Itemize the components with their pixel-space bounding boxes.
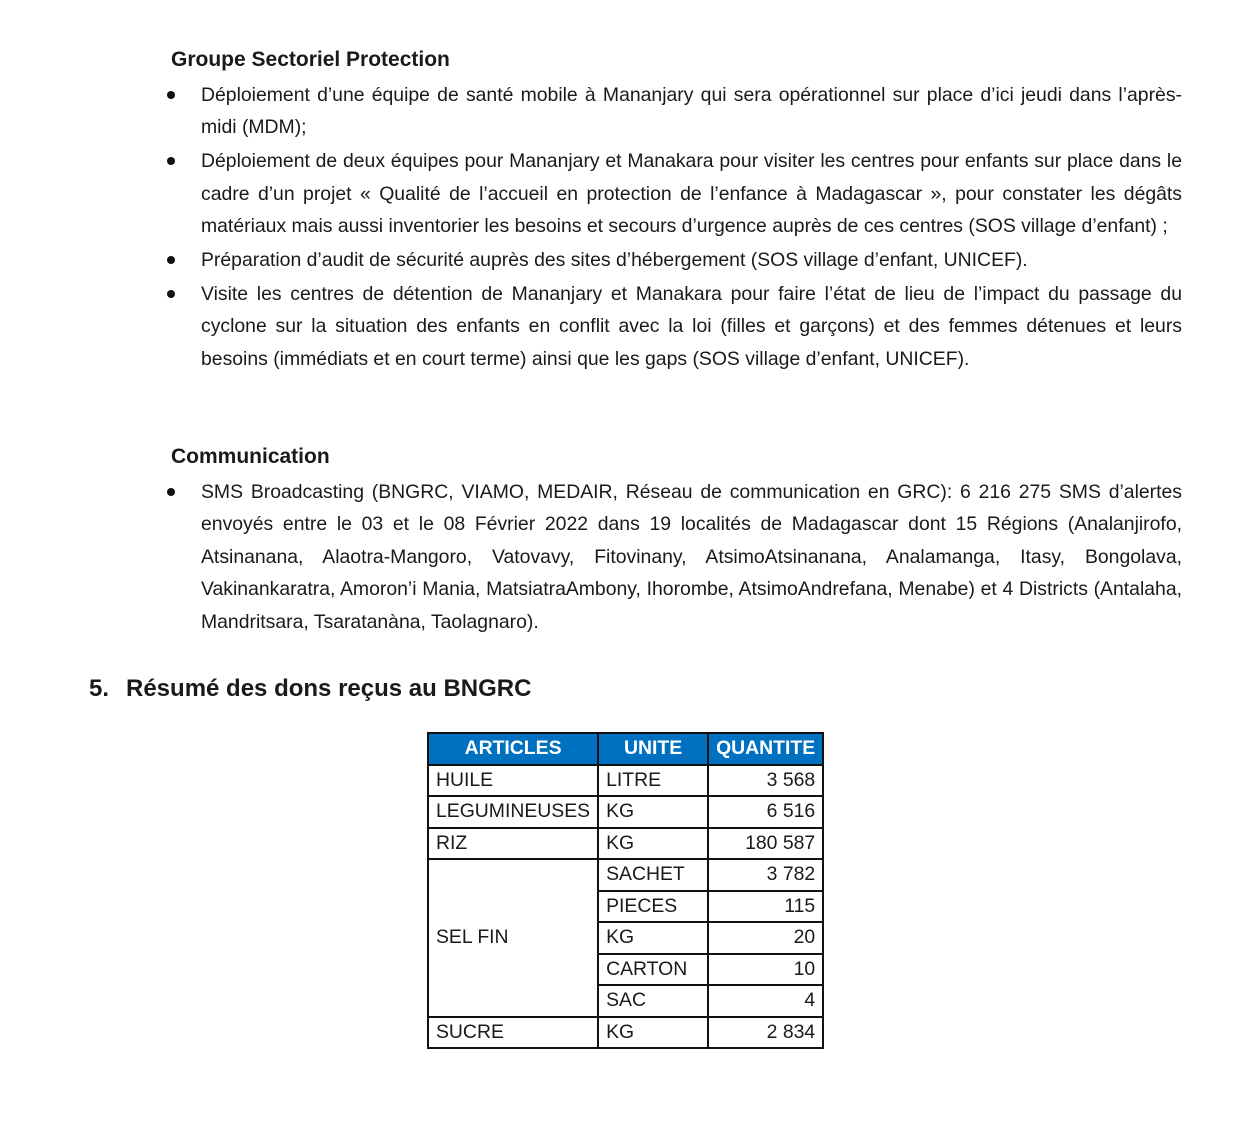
table-row [428,1017,823,1049]
header-articles: ARTICLES [428,733,598,765]
bullet-icon [167,256,175,264]
quantite-cell: 4 [708,985,823,1017]
list-item [160,476,1182,638]
bullet-icon [167,290,175,298]
unite-cell: PIECES [598,891,708,923]
table-row [428,796,823,828]
list-item-text: Déploiement d’une équipe de santé mobile à Mananjary qui sera opérationnel sur place d’ici jeudi dans l’après-midi (MDM); [201,84,1182,139]
article-cell: SUCRE [428,1017,598,1049]
header-unite: UNITE [598,733,708,765]
article-cell: RIZ [428,828,598,860]
bullet-icon [167,488,175,496]
article-cell: HUILE [428,765,598,797]
table-header-row [428,733,823,765]
list-item-text: Préparation d’audit de sécurité auprès des sites d’hébergement (SOS village d’enfant, UNICEF). [201,249,1028,272]
table-row [428,859,823,891]
quantite-cell: 115 [708,891,823,923]
unite-cell: KG [598,828,708,860]
communication-list [160,476,1182,640]
list-item [160,244,1182,276]
quantite-cell: 20 [708,922,823,954]
quantite-cell: 6 516 [708,796,823,828]
unite-cell: KG [598,796,708,828]
list-item-text: Visite les centres de détention de Mananjary et Manakara pour faire l’état de lieu de l’impact du passage du cyclone sur la situation des enfants en conflit avec la loi (filles et garçons) et des femmes détenues et leurs besoins (immédiats et en court terme) ainsi que les gaps (SOS village d’enfant, UNICEF). [201,282,1182,370]
section-5-title [89,674,531,704]
unite-cell: SAC [598,985,708,1017]
unite-cell: SACHET [598,859,708,891]
unite-cell: KG [598,1017,708,1049]
section-number: 5. [89,675,110,702]
bullet-icon [167,157,175,165]
unite-cell: CARTON [598,954,708,986]
table-row [428,828,823,860]
quantite-cell: 3 568 [708,765,823,797]
quantite-cell: 10 [708,954,823,986]
protection-list [160,79,1182,377]
quantite-cell: 180 587 [708,828,823,860]
communication-heading: Communication [171,445,330,468]
donations-table [427,732,824,1049]
list-item [160,145,1182,242]
list-item-text: SMS Broadcasting (BNGRC, VIAMO, MEDAIR, Réseau de communication en GRC): 6 216 275 SMS d’alertes envoyés entre le 03 et le 08 Février 2022 dans 19 localités de Madagascar dont 15 Régions (Analanjirofo, Atsinanana, Alaotra-Mangoro, Vatovavy, Fitovinany, AtsimoAtsinanana, Analamanga, Itasy, Bongolava, Vakinankaratra, Amoron’i Mania, MatsiatraAmbony, Ihorombe, AtsimoAndrefana, Menabe) et 4 Districts (Antalaha, Mandritsara, Tsaratanàna, Taolagnaro). [201,481,1182,633]
header-quantite: QUANTITE [708,733,823,765]
list-item-text: Déploiement de deux équipes pour Mananjary et Manakara pour visiter les centres pour enfants sur place dans le cadre d’un projet « Qualité de l’accueil en protection de l’enfance à Madagascar », pour constater les dégâts matériaux mais aussi inventorier les besoins et secours d’urgence auprès de ces centres (SOS village d’enfant) ; [201,150,1182,238]
quantite-cell: 2 834 [708,1017,823,1049]
article-cell: LEGUMINEUSES [428,796,598,828]
list-item [160,278,1182,375]
bullet-icon [167,91,175,99]
unite-cell: KG [598,922,708,954]
article-cell: SEL FIN [428,859,598,1017]
protection-heading: Groupe Sectoriel Protection [171,48,450,71]
table-row [428,765,823,797]
section-title-text: Résumé des dons reçus au BNGRC [126,675,532,702]
quantite-cell: 3 782 [708,859,823,891]
unite-cell: LITRE [598,765,708,797]
list-item [160,79,1182,144]
